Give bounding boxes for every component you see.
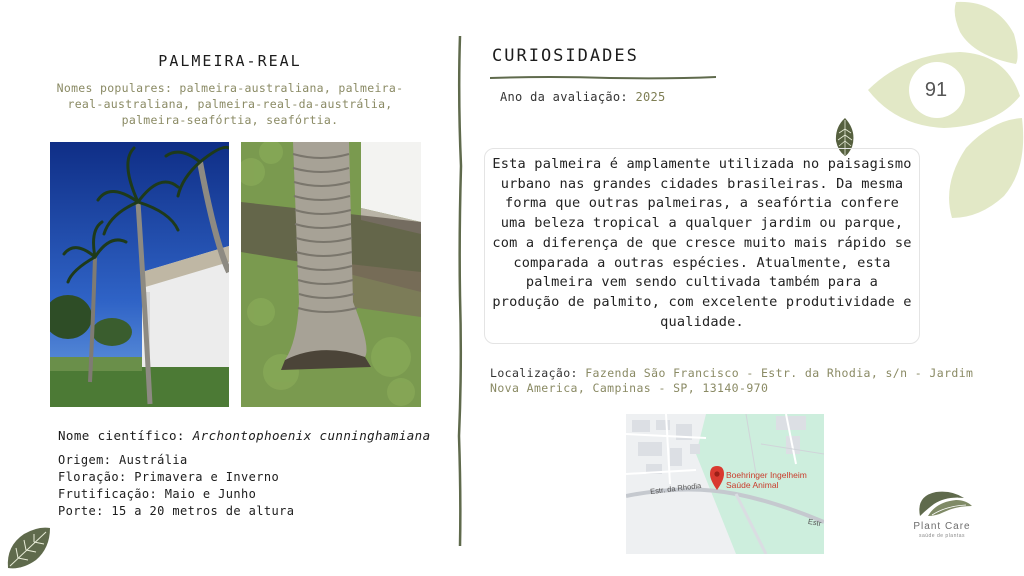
scientific-label: Nome científico:	[58, 428, 185, 443]
location-label: Localização:	[490, 366, 578, 380]
origin: Origem: Austrália	[58, 453, 188, 467]
scientific-name	[58, 428, 431, 443]
map-place-label: Boehringer Ingelheim Saúde Animal	[726, 470, 807, 490]
scientific-value: Archontophoenix cunninghamiana	[192, 428, 431, 443]
year-label: Ano da avaliação:	[500, 90, 628, 104]
popular-names: Nomes populares: palmeira-australiana, palmeira-real-australiana, palmeira-real-da-austrália, palmeira-seafórtia, seafórtia.	[56, 81, 404, 127]
curiosity-text: Esta palmeira é amplamente utilizada no paisagismo urbano nas grandes cidades brasileiras. Da mesma forma que outras palmeiras, a seafórtia confere uma beleza tropical a qualquer jardim ou parque, com a diferença de que cresce muito mais rápido se comparada a outras espécies. Atualmente, esta palmeira vem sendo cultivada também para a produção de palmito, com excelente produtividade e qualidade.	[492, 156, 912, 330]
flowering: Floração: Primavera e Inverno	[58, 470, 280, 484]
plant-title: PALMEIRA-REAL	[158, 52, 302, 70]
evaluation-year	[500, 90, 666, 104]
map-road-label: Estr. da Rhodia	[649, 480, 702, 497]
palm-trunk-photo	[241, 142, 421, 407]
map-road-label-2: Estr	[807, 516, 823, 529]
leaf-icon	[4, 524, 52, 572]
fruiting: Frutificação: Maio e Junho	[58, 487, 257, 501]
year-value: 2025	[635, 90, 666, 104]
vertical-divider	[450, 36, 470, 546]
brand-tagline: saúde de plantas	[918, 533, 966, 539]
brand-name: Plant Care	[913, 521, 971, 532]
location-value: Fazenda São Francisco - Estr. da Rhodia, s/n - Jardim Nova America, Campinas - SP, 13140-970	[490, 366, 974, 395]
curiosities-title: CURIOSIDADES	[492, 46, 639, 66]
location	[490, 366, 990, 396]
title-underline	[490, 66, 716, 74]
size: Porte: 15 a 20 metros de altura	[58, 504, 295, 518]
page-number: 91	[924, 79, 948, 101]
palm-trees-photo	[50, 142, 229, 407]
